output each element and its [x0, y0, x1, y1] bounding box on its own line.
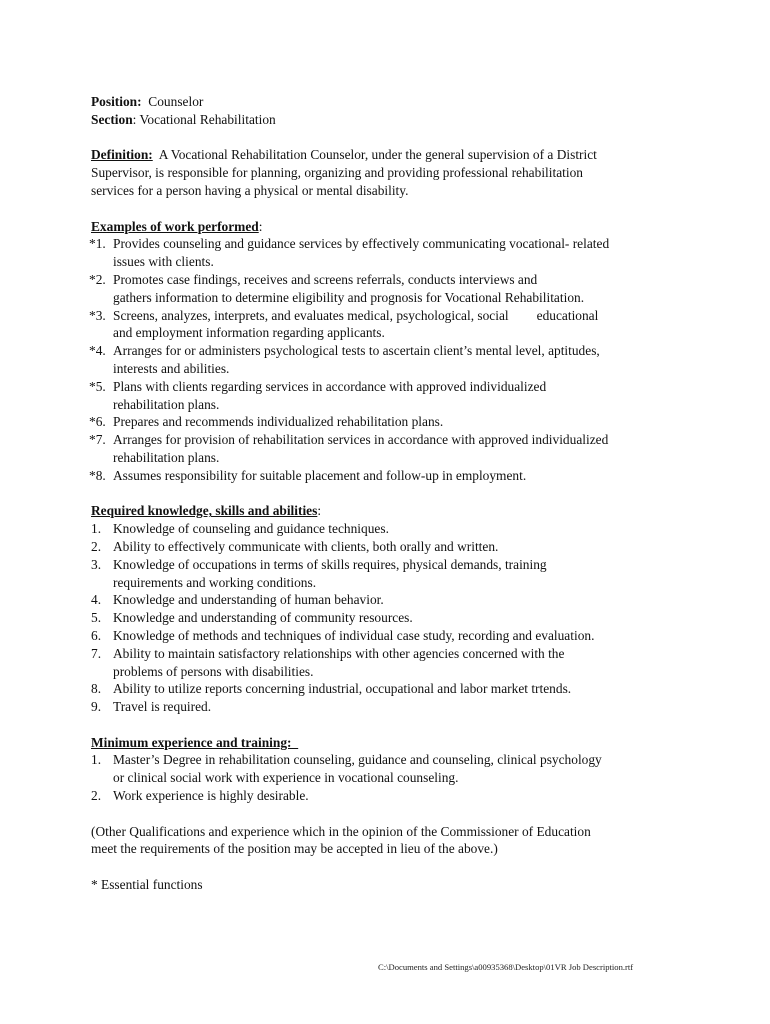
spacer: [91, 858, 691, 876]
note-line: (Other Qualifications and experience which in the opinion of the Commissioner of Education: [91, 823, 591, 839]
position-line: [91, 93, 691, 111]
examples-heading-suffix: :: [258, 218, 263, 234]
list-item: [91, 307, 691, 343]
item-text: Master’s Degree in rehabilitation counseling, guidance and counseling, clinical psychology: [113, 752, 602, 768]
note-block: [91, 823, 691, 859]
list-item: [91, 787, 691, 805]
section-label: Section: [91, 111, 133, 127]
item-number: *5.: [89, 378, 106, 394]
item-number: *1.: [89, 236, 106, 252]
item-number: *4.: [89, 343, 106, 359]
required-section: [91, 502, 691, 716]
position-value: Counselor: [148, 94, 204, 109]
item-text: Screens, analyzes, interprets, and evaluates medical, psychological, social: [113, 307, 509, 323]
item-text: requirements and working conditions.: [113, 574, 317, 590]
item-text: Prepares and recommends individualized rehabilitation plans.: [113, 414, 444, 430]
item-text: problems of persons with disabilities.: [113, 663, 314, 679]
heading-underline-tail: [291, 735, 298, 750]
list-item: [91, 235, 691, 271]
required-heading: Required knowledge, skills and abilities: [91, 503, 318, 519]
item-number: *2.: [89, 271, 106, 287]
item-text-row: [113, 307, 691, 325]
item-text: gathers information to determine eligibility and prognosis for Vocational Rehabilitation.: [113, 289, 585, 305]
required-heading-suffix: :: [317, 503, 322, 519]
list-item: [91, 751, 691, 787]
list-item: [91, 591, 691, 609]
item-number: 5.: [91, 610, 102, 626]
spacer: [91, 129, 691, 147]
item-text: Arranges for or administers psychological tests to ascertain client’s mental level, aptitudes,: [113, 343, 600, 359]
item-text: Ability to effectively communicate with clients, both orally and written.: [113, 538, 499, 554]
essential-functions-note: * Essential functions: [91, 877, 203, 893]
item-text: interests and abilities.: [113, 360, 230, 376]
item-number: *3.: [89, 307, 106, 323]
minimum-heading-line: [91, 734, 691, 752]
item-number: 3.: [91, 556, 102, 572]
list-item: [91, 680, 691, 698]
list-item: [91, 431, 691, 467]
examples-heading: Examples of work performed: [91, 218, 259, 234]
item-text-tail: educational: [536, 307, 599, 323]
item-text: Knowledge and understanding of community resources.: [113, 610, 413, 626]
list-item: [91, 342, 691, 378]
item-number: 8.: [91, 681, 102, 697]
position-label: Position:: [91, 94, 142, 109]
item-text: Provides counseling and guidance services by effectively communicating vocational- related: [113, 236, 610, 252]
spacer: [91, 200, 691, 218]
item-text: Assumes responsibility for suitable placement and follow-up in employment.: [113, 467, 527, 483]
minimum-section: [91, 734, 691, 805]
item-text: Knowledge of occupations in terms of skills requires, physical demands, training: [113, 556, 547, 572]
item-number: *6.: [89, 414, 106, 430]
list-item: [91, 467, 691, 485]
document-body: [91, 93, 691, 894]
list-item: [91, 520, 691, 538]
spacer: [91, 805, 691, 823]
item-number: 1.: [91, 752, 102, 768]
definition-block: [91, 146, 691, 199]
definition-line-2: Supervisor, is responsible for planning, organizing and providing professional rehabilitation: [91, 165, 583, 181]
item-text: Arranges for provision of rehabilitation services in accordance with approved individualized: [113, 432, 609, 448]
section-value: : Vocational Rehabilitation: [132, 111, 276, 127]
item-number: 7.: [91, 645, 102, 661]
item-text: and employment information regarding applicants.: [113, 325, 385, 341]
item-number: 2.: [91, 788, 102, 804]
spacer: [91, 716, 691, 734]
definition-label: Definition:: [91, 147, 153, 163]
list-item: [91, 378, 691, 414]
minimum-heading: Minimum experience and training:: [91, 734, 292, 750]
item-text: Plans with clients regarding services in accordance with approved individualized: [113, 378, 547, 394]
examples-section: [91, 218, 691, 485]
list-item: [91, 413, 691, 431]
item-text: Promotes case findings, receives and screens referrals, conducts interviews and: [113, 271, 538, 287]
list-item: [91, 627, 691, 645]
list-item: [91, 271, 691, 307]
item-number: *7.: [89, 432, 106, 448]
list-item: [91, 698, 691, 716]
item-text: rehabilitation plans.: [113, 449, 220, 465]
item-text: Knowledge of counseling and guidance techniques.: [113, 521, 389, 537]
item-number: 2.: [91, 538, 102, 554]
item-text: or clinical social work with experience in vocational counseling.: [113, 770, 459, 786]
definition-line-3: services for a person having a physical or mental disability.: [91, 182, 409, 198]
list-item: [91, 645, 691, 681]
item-text: Ability to utilize reports concerning industrial, occupational and labor market trtends.: [113, 681, 572, 697]
examples-heading-line: [91, 218, 691, 236]
item-number: *8.: [89, 467, 106, 483]
list-item: [91, 556, 691, 592]
note-line: meet the requirements of the position may be accepted in lieu of the above.): [91, 841, 498, 857]
definition-text: A Vocational Rehabilitation Counselor, under the general supervision of a District: [158, 147, 597, 163]
item-text: Knowledge and understanding of human behavior.: [113, 592, 384, 608]
item-number: 4.: [91, 592, 102, 608]
definition-line-1: [91, 146, 691, 164]
item-text: Travel is required.: [113, 699, 212, 715]
file-path-footer: C:\Documents and Settings\a00935368\Desktop\01VR Job Description.rtf: [378, 962, 634, 972]
section-line: [91, 111, 691, 129]
spacer: [91, 485, 691, 503]
list-item: [91, 538, 691, 556]
item-number: 9.: [91, 699, 102, 715]
list-item: [91, 609, 691, 627]
item-number: 6.: [91, 627, 102, 643]
item-number: 1.: [91, 521, 102, 537]
required-heading-line: [91, 502, 691, 520]
item-text: issues with clients.: [113, 254, 214, 270]
item-text: Ability to maintain satisfactory relationships with other agencies concerned with the: [113, 645, 565, 661]
item-text: rehabilitation plans.: [113, 396, 220, 412]
item-text: Knowledge of methods and techniques of individual case study, recording and evaluation.: [113, 627, 595, 643]
item-text: Work experience is highly desirable.: [113, 788, 309, 804]
